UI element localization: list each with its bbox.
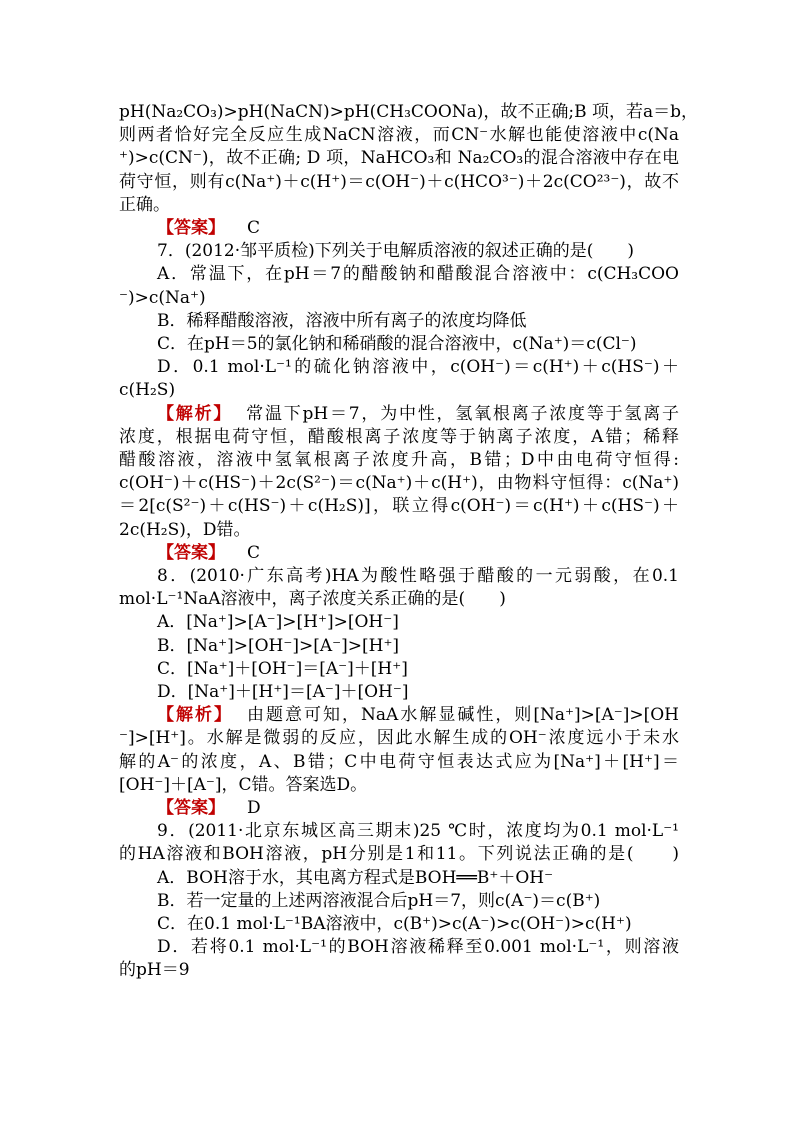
line-text: c(OH⁻)＋c(HS⁻)＋2c(S²⁻)＝c(Na⁺)＋c(H⁺)，由物料守恒得：c(Na⁺) (119, 473, 679, 494)
line-text: 9．(2011·北京东城区高三期末)25 ℃时，浓度均为0.1 mol·L⁻¹ (157, 821, 679, 842)
text-line (119, 726, 679, 750)
text-line (157, 262, 679, 286)
text-line (119, 750, 679, 774)
line-text: pH(Na₂CO₃)>pH(NaCN)>pH(CH₃COONa)，故不正确;B 项，若a＝b， (119, 102, 699, 122)
line-text: ＝2[c(S²⁻)＋c(HS⁻)＋c(H₂S)]，联立得c(OH⁻)＝c(H⁺)＋c(HS⁻)＋ (119, 496, 679, 517)
text-line (119, 471, 679, 495)
text-line (157, 610, 717, 634)
line-text: B．稀释醋酸溶液，溶液中所有离子的浓度均降低 (157, 310, 527, 331)
line-text: ⁺)>c(CN⁻)，故不正确; D 项，NaHCO₃和 Na₂CO₃的混合溶液中存在电 (119, 148, 679, 169)
line-text: 正确。 (119, 194, 170, 215)
analysis-label: 【解析】 (157, 403, 233, 424)
line-text: 常温下pH＝7，为中性，氢氧根离子浓度等于氢离子 (246, 403, 679, 424)
answer-label: 【答案】 (157, 798, 225, 818)
line-text: 2c(H₂S)，D错。 (119, 519, 251, 540)
text-line (157, 912, 717, 936)
answer-label: 【答案】 (157, 542, 225, 563)
text-line (119, 448, 679, 472)
line-text: mol·L⁻¹NaA溶液中，离子浓度关系正确的是( ) (119, 589, 506, 610)
text-line (157, 866, 717, 890)
line-text: 的HA溶液和BOH溶液，pH分别是1和11。下列说法正确的是( ) (119, 844, 679, 865)
text-line (157, 332, 717, 356)
text-line (157, 657, 717, 681)
line-text: 的pH＝9 (119, 960, 190, 981)
line-text: 解的A⁻的浓度，A、B错；C中电荷守恒表达式应为[Na⁺]＋[H⁺]＝ (119, 751, 679, 772)
answer-line (157, 216, 717, 240)
line-text: 8．(2010·广东高考)HA为酸性略强于醋酸的一元弱酸，在0.1 (157, 566, 679, 586)
text-line (119, 146, 679, 170)
answer-value: C (247, 218, 261, 238)
line-text: D．0.1 mol·L⁻¹的硫化钠溶液中，c(OH⁻)＝c(H⁺)＋c(HS⁻)＋ (157, 357, 679, 378)
line-text: D．若将0.1 mol·L⁻¹的BOH溶液稀释至0.001 mol·L⁻¹，则溶液 (157, 937, 679, 958)
text-line (157, 935, 679, 959)
line-text: 7．(2012·邹平质检)下列关于电解质溶液的叙述正确的是( ) (157, 241, 635, 262)
text-line (119, 587, 679, 611)
text-line (119, 842, 679, 866)
answer-line (157, 541, 717, 565)
line-text: ⁻]>[H⁺]。水解是微弱的反应，因此水解生成的OH⁻浓度远小于未水 (119, 728, 679, 749)
line-text: [OH⁻]＋[A⁻]，C错。答案选D。 (119, 774, 368, 795)
line-text: C．[Na⁺]＋[OH⁻]＝[A⁻]＋[H⁺] (157, 658, 408, 679)
text-line (157, 564, 679, 588)
answer-label: 【答案】 (157, 218, 225, 238)
text-line (157, 634, 717, 658)
text-line (119, 123, 679, 147)
analysis-line (157, 703, 679, 727)
text-line (157, 355, 679, 379)
line-text: 荷守恒，则有c(Na⁺)＋c(H⁺)＝c(OH⁻)＋c(HCO³⁻)＋2c(CO²³⁻)，故不 (119, 171, 679, 192)
line-text: 由题意可知，NaA水解显碱性，则[Na⁺]>[A⁻]>[OH (247, 705, 679, 726)
text-line (119, 494, 679, 518)
text-line (119, 425, 679, 449)
text-line (119, 100, 699, 124)
text-line (157, 309, 717, 333)
line-text: A．常温下，在pH＝7的醋酸钠和醋酸混合溶液中：c(CH₃COO (157, 264, 679, 285)
line-text: C．在0.1 mol·L⁻¹BA溶液中，c(B⁺)>c(A⁻)>c(OH⁻)>c(H⁺) (157, 914, 632, 934)
text-line (157, 819, 679, 843)
answer-value: D (247, 798, 261, 818)
text-line (119, 378, 679, 402)
analysis-label: 【解析】 (157, 705, 234, 726)
line-text: A．[Na⁺]>[A⁻]>[H⁺]>[OH⁻] (157, 612, 399, 633)
line-text: A．BOH溶于水，其电离方程式是BOH══B⁺＋OH⁻ (157, 867, 554, 888)
line-text: c(H₂S) (119, 380, 176, 401)
text-line (119, 773, 679, 797)
text-line (119, 518, 679, 542)
text-line (119, 193, 679, 217)
line-text: 醋酸溶液，溶液中氢氧根离子浓度升高，B错；D中由电荷守恒得: (119, 450, 679, 470)
text-line (119, 286, 679, 310)
line-text: ⁻)>c(Na⁺) (119, 287, 206, 308)
answer-line (157, 796, 717, 820)
line-text: C．在pH＝5的氯化钠和稀硝酸的混合溶液中，c(Na⁺)＝c(Cl⁻) (157, 334, 637, 354)
line-text: B．若一定量的上述两溶液混合后pH＝7，则c(A⁻)＝c(B⁺) (157, 890, 601, 911)
text-line (119, 958, 679, 982)
line-text: 则两者恰好完全反应生成NaCN溶液，而CN⁻水解也能使溶液中c(Na (119, 125, 679, 146)
text-line (119, 170, 679, 194)
line-text: D．[Na⁺]＋[H⁺]＝[A⁻]＋[OH⁻] (157, 682, 409, 702)
text-line (157, 680, 717, 704)
analysis-line (157, 402, 679, 426)
line-text: B．[Na⁺]>[OH⁻]>[A⁻]>[H⁺] (157, 635, 400, 656)
text-line (157, 889, 717, 913)
line-text: 浓度，根据电荷守恒，醋酸根离子浓度等于钠离子浓度，A错；稀释 (119, 426, 679, 447)
text-line (157, 239, 717, 263)
answer-value: C (247, 542, 261, 563)
